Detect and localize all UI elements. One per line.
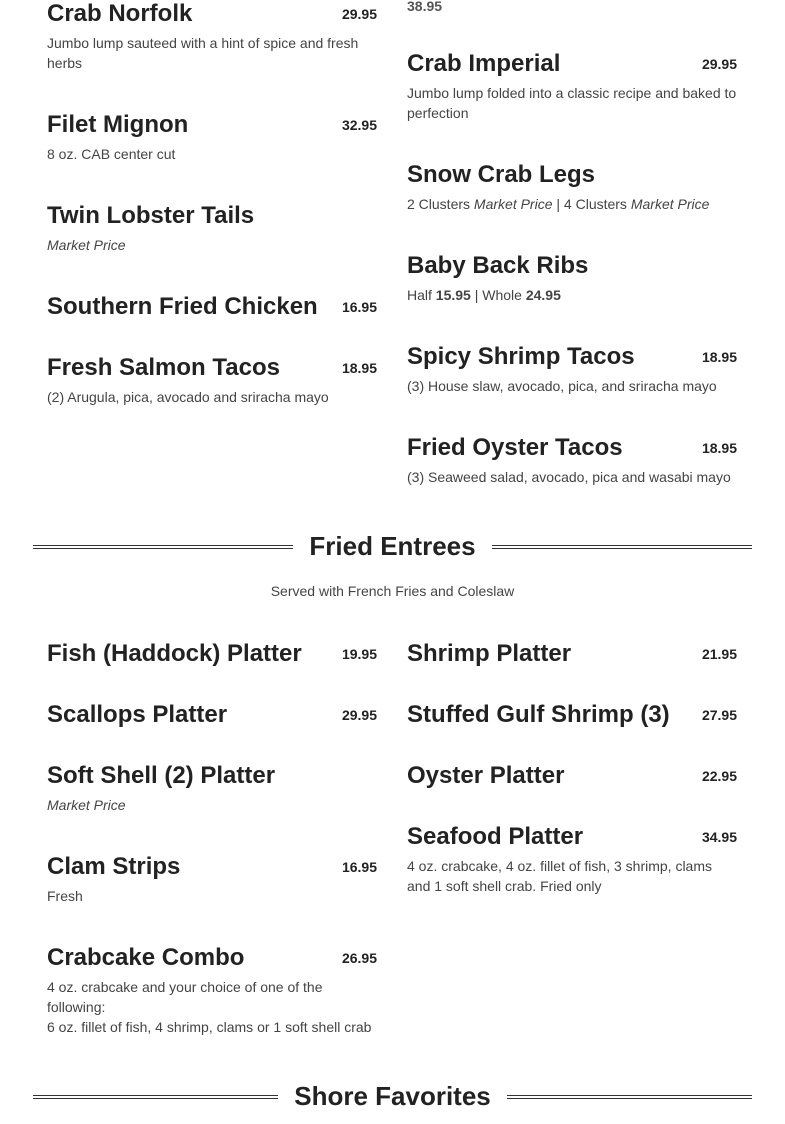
item-name: Crab Norfolk bbox=[47, 0, 193, 27]
item-description bbox=[47, 235, 377, 255]
menu-item bbox=[407, 252, 737, 305]
menu-item bbox=[47, 111, 377, 164]
item-name: Scallops Platter bbox=[47, 701, 228, 728]
menu-item bbox=[407, 343, 737, 396]
item-price: 34.95 bbox=[701, 829, 737, 845]
item-description: Jumbo lump sauteed with a hint of spice and fresh herbs bbox=[47, 35, 359, 71]
market-price: Market Price bbox=[47, 237, 126, 253]
item-name: Spicy Shrimp Tacos bbox=[407, 343, 635, 370]
half-price: 15.95 bbox=[435, 287, 471, 303]
item-name: Baby Back Ribs bbox=[407, 252, 589, 279]
item-name: Crab Imperial bbox=[407, 50, 561, 77]
item-price: 32.95 bbox=[341, 117, 377, 133]
menu-item bbox=[407, 50, 737, 123]
menu-item bbox=[47, 853, 377, 906]
section-header-shore-favorites bbox=[33, 1081, 752, 1113]
item-price: 16.95 bbox=[341, 859, 377, 875]
item-price: 29.95 bbox=[341, 6, 377, 22]
market-price: Market Price bbox=[47, 797, 126, 813]
overflow-price: 38.95 bbox=[407, 0, 443, 14]
item-description: (2) Arugula, pica, avocado and sriracha mayo bbox=[47, 389, 329, 405]
item-name: Shrimp Platter bbox=[407, 640, 572, 667]
desc-text: 2 Clusters bbox=[407, 196, 474, 212]
menu-item bbox=[47, 944, 377, 1037]
item-description bbox=[47, 795, 377, 815]
item-name: Southern Fried Chicken bbox=[47, 293, 318, 320]
whole-price: 24.95 bbox=[525, 287, 561, 303]
menu-item bbox=[47, 701, 377, 729]
item-name: Fish (Haddock) Platter bbox=[47, 640, 302, 667]
menu-item bbox=[47, 640, 377, 668]
menu-item bbox=[47, 0, 377, 73]
market-price: Market Price bbox=[473, 196, 553, 212]
item-name: Stuffed Gulf Shrimp (3) bbox=[407, 701, 670, 728]
menu-item bbox=[47, 762, 377, 815]
item-price: 18.95 bbox=[701, 440, 737, 456]
menu-item bbox=[407, 434, 737, 487]
item-description bbox=[407, 285, 737, 305]
section-title: Shore Favorites bbox=[294, 1081, 491, 1111]
item-price: 21.95 bbox=[701, 646, 737, 662]
item-price: 18.95 bbox=[701, 349, 737, 365]
section-title: Fried Entrees bbox=[309, 531, 476, 561]
item-description: 4 oz. crabcake and your choice of one of the following: bbox=[47, 979, 323, 1015]
item-name: Crabcake Combo bbox=[47, 944, 245, 971]
item-description: 4 oz. crabcake, 4 oz. fillet of fish, 3 shrimp, clams and 1 soft shell crab. Fried only bbox=[407, 858, 713, 894]
desc-text: | 4 Clusters bbox=[552, 196, 631, 212]
item-description-2: 6 oz. fillet of fish, 4 shrimp, clams or 1 soft shell crab bbox=[47, 1019, 372, 1035]
menu-item bbox=[407, 701, 737, 729]
item-name: Soft Shell (2) Platter bbox=[47, 762, 276, 789]
item-price: 26.95 bbox=[341, 950, 377, 966]
item-name: Clam Strips bbox=[47, 853, 181, 880]
item-name: Seafood Platter bbox=[407, 823, 584, 850]
menu-item bbox=[407, 640, 737, 668]
menu-item bbox=[407, 762, 737, 790]
section-subtitle: Served with French Fries and Coleslaw bbox=[270, 583, 515, 599]
menu-item bbox=[47, 354, 377, 407]
item-price: 16.95 bbox=[341, 299, 377, 315]
market-price: Market Price bbox=[630, 196, 710, 212]
item-price: 19.95 bbox=[341, 646, 377, 662]
item-price: 22.95 bbox=[701, 768, 737, 784]
desc-text: | Whole bbox=[470, 287, 526, 303]
item-name: Snow Crab Legs bbox=[407, 161, 596, 188]
item-price: 18.95 bbox=[341, 360, 377, 376]
item-name: Twin Lobster Tails bbox=[47, 202, 255, 229]
item-description: Fresh bbox=[47, 888, 83, 904]
item-name: Oyster Platter bbox=[407, 762, 565, 789]
item-price: 29.95 bbox=[701, 56, 737, 72]
item-description: 8 oz. CAB center cut bbox=[47, 146, 176, 162]
menu-item bbox=[47, 293, 377, 321]
menu-item bbox=[407, 161, 737, 214]
item-description: Jumbo lump folded into a classic recipe and baked to perfection bbox=[407, 85, 737, 121]
desc-text: Half bbox=[407, 287, 436, 303]
item-description: (3) House slaw, avocado, pica, and sriracha mayo bbox=[407, 378, 717, 394]
menu-item bbox=[407, 823, 737, 896]
item-name: Filet Mignon bbox=[47, 111, 189, 138]
menu-item bbox=[47, 202, 377, 255]
item-price: 27.95 bbox=[701, 707, 737, 723]
section-header-fried-entrees bbox=[33, 531, 752, 563]
item-name: Fresh Salmon Tacos bbox=[47, 354, 280, 381]
item-price: 29.95 bbox=[341, 707, 377, 723]
item-description bbox=[407, 194, 737, 214]
item-description: (3) Seaweed salad, avocado, pica and wasabi mayo bbox=[407, 469, 731, 485]
item-name: Fried Oyster Tacos bbox=[407, 434, 623, 461]
